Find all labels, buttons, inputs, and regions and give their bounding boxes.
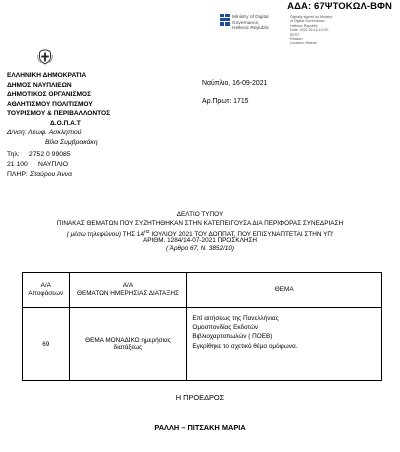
session-date-rest: ΙΟΥΛΙΟΥ 2021 ΤΟΥ ΔΟΠΠΑΤ, ΠΟΥ ΕΠΙΣΥΝΑΠΤΕΤΑΙ ΣΤΗΝ ΥΠ' (149, 231, 334, 239)
header-text: ΘΕΜΑΤΩΝ ΗΜΕΡΗΣΙΑΣ ΔΙΑΤΑΞΗΣ (76, 290, 179, 297)
table-header-row (23, 273, 382, 308)
ada-code: ΑΔΑ: 67ΨΤΟΚΩΛ-ΒΦΝ (287, 1, 392, 12)
cell-text: ΘΕΜΑ ΜΟΝΑΔΙΚΟ ημερήσιας (85, 337, 171, 344)
press-release-heading: ΔΕΛΤΙΟ ΤΥΠΟΥ (176, 211, 224, 218)
header-subject (187, 273, 382, 308)
info-label: ΠΛΗΡ: (7, 171, 28, 178)
letterhead-line: ΔΗΜΟΤΙΚΟΣ ΟΡΓΑΝΙΣΜΟΣ (7, 91, 92, 98)
press-release-line: ΠΙΝΑΚΑΣ ΘΕΜΑΤΩΝ ΠΟΥ ΣΥΖΗΤΗΘΗΚΑΝ ΣΤΗΝ ΚΑΤΕΠΕΙΓΟΥΣΑ ΔΙΑ ΠΕΡΙΦΟΡΑΣ ΣΥΝΕΔΡΙΑΣΗ (56, 219, 344, 227)
cell-text: διατάξεως (113, 344, 143, 351)
letterhead-line: ΤΟΥΡΙΣΜΟΥ & ΠΕΡΙΒΑΛΛΟΝΤΟΣ (7, 110, 111, 117)
stamp-detail-line: Location: Athens (290, 41, 317, 46)
stamp-org-line: Ministry of Digital (232, 15, 269, 20)
stamp-detail-line: Date: 2021.09.16 13:09: (290, 28, 329, 33)
cell-subject (187, 308, 382, 381)
header-text: Αποφάσεων (28, 290, 64, 297)
letterhead-line: Δ.Ο.Π.Α.Τ (50, 119, 81, 127)
agenda-table (22, 272, 382, 381)
stamp-detail-line: Hellenic Republic (290, 23, 318, 28)
address-value: Λεωφ. Ασκληπιού (28, 129, 82, 136)
letterhead-line: ΔΗΜΟΣ ΝΑΥΠΛΙΕΩΝ (7, 81, 72, 89)
city: ΝΑΥΠΛΙΟ (38, 161, 69, 168)
stamp-org-line: Hellenic Republic (232, 26, 270, 31)
cell-text: Ομοσπονδίας Εκδοτών (192, 324, 259, 332)
cell-agenda (69, 308, 187, 381)
cell-decision-no: 69 (23, 308, 70, 381)
letterhead-line: ΑΘΛΗΤΙΣΜΟΥ ΠΟΛΙΤΙΣΜΟΥ (7, 100, 93, 108)
signer-role: Η ΠΡΟΕΔΡΟΣ (175, 393, 225, 402)
cell-text: Επί αιτήσεως της Πανελλήνιας (192, 315, 279, 322)
phone-value: 2752 0 99085 (29, 151, 71, 158)
phone-label: Τηλ: (7, 151, 20, 158)
protocol-number: Αρ.Πρωτ: 1715 (202, 98, 249, 105)
address-label: Δ/νση: (7, 129, 27, 136)
stamp-detail-line: of Digital Governance, (290, 19, 326, 24)
stamp-detail-line: EEST (290, 32, 300, 37)
cell-text: Βιβλιοχαρτοπωλών ( ΠΟΕΒ) (192, 333, 273, 341)
postal-code: 21 100 (7, 161, 28, 168)
signer-name: ΡΑΛΛΗ – ΠΙΤΣΑΚΗ ΜΑΡΙΑ (154, 423, 246, 432)
session-mode: ( μέσω τηλεφώνου) (66, 231, 121, 239)
session-date-part: ΤΗΣ 14 (120, 231, 144, 239)
press-release-line: ( Άρθρο 67, Ν. 3852/10) (165, 245, 235, 252)
place-date: Ναύπλιο, 16-09-2021 (202, 80, 268, 87)
stamp-org-line: Governance, (232, 20, 260, 26)
header-decision-no (23, 273, 70, 308)
header-agenda (69, 273, 187, 308)
header-text: ΘΕΜΑ (274, 286, 294, 293)
table-row (23, 308, 382, 381)
stamp-detail-line: Digitally signed by Ministry (290, 15, 333, 19)
stamp-detail-line: Reason: (290, 37, 304, 42)
header-text: Α/Α (122, 282, 134, 289)
ministry-logo-icon (219, 13, 231, 27)
digital-signature-stamp (218, 13, 346, 47)
letterhead-line: ΕΛΛΗΝΙΚΗ ΔΗΜΟΚΡΑΤΙΑ (7, 72, 87, 79)
press-release-line: ΑΡΙΘΜ. 1284/14-07-2021 ΠΡΟΣΚΛΗΣΗ (142, 236, 258, 244)
greek-crest-icon (37, 49, 53, 65)
address-value-2: Βίλα Συμβρακάκη (45, 139, 98, 146)
header-text: Α/Α (40, 282, 51, 289)
info-value: Σταύρου Άννα (30, 171, 73, 178)
ordinal-suffix: ΗΣ (144, 229, 150, 234)
cell-text: Εγκρίθηκε το σχετικό θέμα ομόφωνα. (192, 342, 298, 350)
